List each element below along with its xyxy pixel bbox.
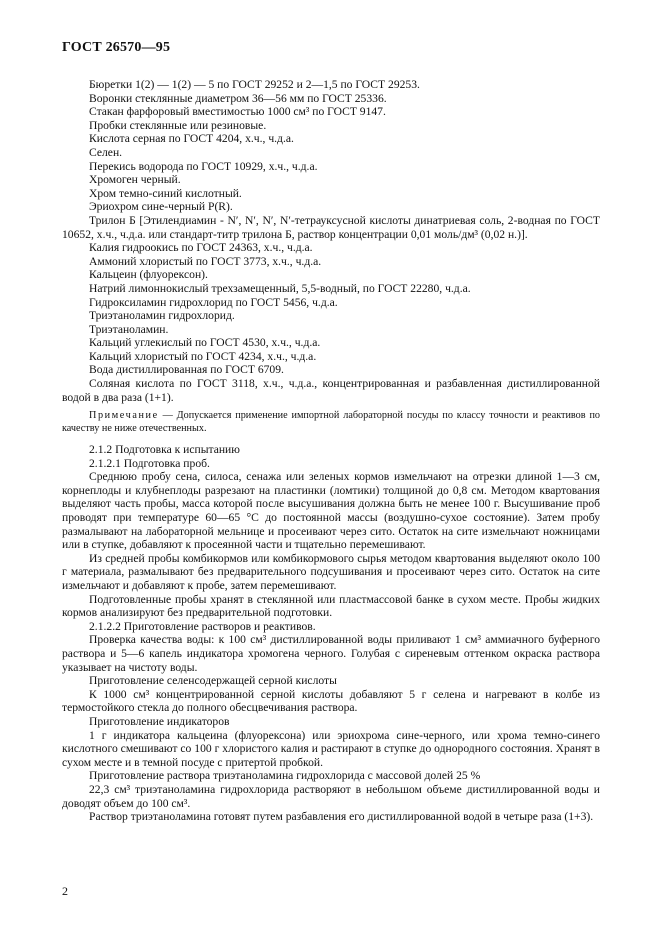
document-header: ГОСТ 26570—95 [62,40,171,55]
paragraph: Хром темно-синий кислотный. [89,186,242,200]
document-body [62,78,600,824]
paragraph: Кальций углекислый по ГОСТ 4530, х.ч., ч.д.а. [89,336,321,350]
paragraph: Трилон Б [Этилендиамин - N′, N′, N′, N′-тетрауксусной кислоты динатриевая соль, 2-водная по ГОСТ 10652, х.ч., ч.д.а. или стандарт-титр трилона Б, раствор концентрации 0,01 моль/дм³ (0,02 н.)]. [62,213,600,241]
note-label: Примечание [89,410,159,422]
paragraph: К 1000 см³ концентрированной серной кислоты добавляют 5 г селена и нагревают в колбе из термостойкого стекла до полного обесцвечивания раствора. [62,687,600,715]
paragraph: Эриохром сине-черный P(R). [89,200,233,214]
paragraph: 2.1.2 Подготовка к испытанию [89,443,240,457]
paragraph: Натрий лимоннокислый трехзамещенный, 5,5-водный, по ГОСТ 22280, ч.д.а. [89,281,471,295]
paragraph: Кальцеин (флуорексон). [89,268,208,282]
paragraph: Раствор триэтаноламина готовят путем разбавления его дистиллированной водой в четыре раза (1+3). [89,810,594,824]
paragraph: Вода дистиллированная по ГОСТ 6709. [89,363,284,377]
paragraph: 1 г индикатора кальцеина (флуорексона) или эриохрома сине-черного, или хрома темно-синего кислотного смешивают со 100 г хлористого калия и растирают в ступке до однородного состояния. Хранят в сухом месте и в темной посуде с притертой пробкой. [62,728,600,769]
paragraph: 22,3 см³ триэтаноламина гидрохлорида растворяют в небольшом объеме дистиллированной воды и доводят объем до 100 см³. [62,782,600,810]
paragraph: Соляная кислота по ГОСТ 3118, х.ч., ч.д.а., концентрированная и разбавленная дистиллированной водой в два раза (1+1). [62,377,600,404]
paragraph: Селен. [89,145,123,159]
paragraph: Перекись водорода по ГОСТ 10929, х.ч., ч.д.а. [89,159,318,173]
paragraph: Приготовление индикаторов [89,714,230,728]
paragraph: Кальций хлористый по ГОСТ 4234, х.ч., ч.д.а. [89,349,317,363]
note-paragraph [62,410,600,435]
paragraph: Аммоний хлористый по ГОСТ 3773, х.ч., ч.д.а. [89,254,322,268]
paragraph: Подготовленные пробы хранят в стеклянной или пластмассовой банке в сухом месте. Пробы жидких кормов анализируют без предварительной подготовки. [62,592,600,620]
paragraph: Приготовление раствора триэтаноламина гидрохлорида с массовой долей 25 % [89,769,481,783]
page-number: 2 [62,884,68,898]
paragraph: Пробки стеклянные или резиновые. [89,118,267,132]
paragraph: Гидроксиламин гидрохлорид по ГОСТ 5456, ч.д.а. [89,295,338,309]
paragraph: 2.1.2.1 Подготовка проб. [89,456,210,470]
note-text: — Допускается применение импортной лабораторной посуды по классу точности и реактивов по качеству не ниже отечественных. [62,410,600,434]
paragraph: Среднюю пробу сена, силоса, сенажа или зеленых кормов измельчают на отрезки длиной 1—3 см, корнеплоды и клубнеплоды разрезают на пластинки (ломтики) толщиной до 0,8 см. Методом квартования выделяют часть пробы, масса которой после высушивания должна быть не менее 100 г. Высушивание проб проводят при температуре 60—65 °С до постоянной массы (воздушно-сухое состояние). Затем пробу размалывают на лабораторной мельнице и просеивают через сито. Остаток на сите измельчают ножницами или в ступке, добавляют к просеянной части и тщательно перемешивают. [62,470,600,552]
paragraph: Воронки стеклянные диаметром 36—56 мм по ГОСТ 25336. [89,91,387,105]
paragraph: 2.1.2.2 Приготовление растворов и реактивов. [89,619,316,633]
paragraph: Калия гидроокись по ГОСТ 24363, х.ч., ч.д.а. [89,241,313,255]
paragraph: Проверка качества воды: к 100 см³ дистиллированной воды приливают 1 см³ аммиачного буферного раствора и 5—6 капель индикатора хромогена черного. Голубая с сиреневым оттенком окраска раствора указывает на чистоту воды. [62,633,600,674]
paragraph: Бюретки 1(2) — 1(2) — 5 по ГОСТ 29252 и 2—1,5 по ГОСТ 29253. [89,78,420,91]
paragraph: Стакан фарфоровый вместимостью 1000 см³ по ГОСТ 9147. [89,105,386,119]
paragraph: Хромоген черный. [89,173,181,187]
materials-list [62,78,600,404]
paragraph: Триэтаноламин. [89,322,169,336]
preparation-section [62,443,600,824]
paragraph: Приготовление селенсодержащей серной кислоты [89,674,337,688]
paragraph: Кислота серная по ГОСТ 4204, х.ч., ч.д.а. [89,132,294,146]
paragraph: Из средней пробы комбикормов или комбикормового сырья методом квартования выделяют около 100 г материала, размалывают без предварительного подсушивания и просеивают через сито. Остаток на сите измельчают и добавляют к пробе, затем перемешивают. [62,551,600,592]
paragraph: Триэтаноламин гидрохлорид. [89,309,235,323]
